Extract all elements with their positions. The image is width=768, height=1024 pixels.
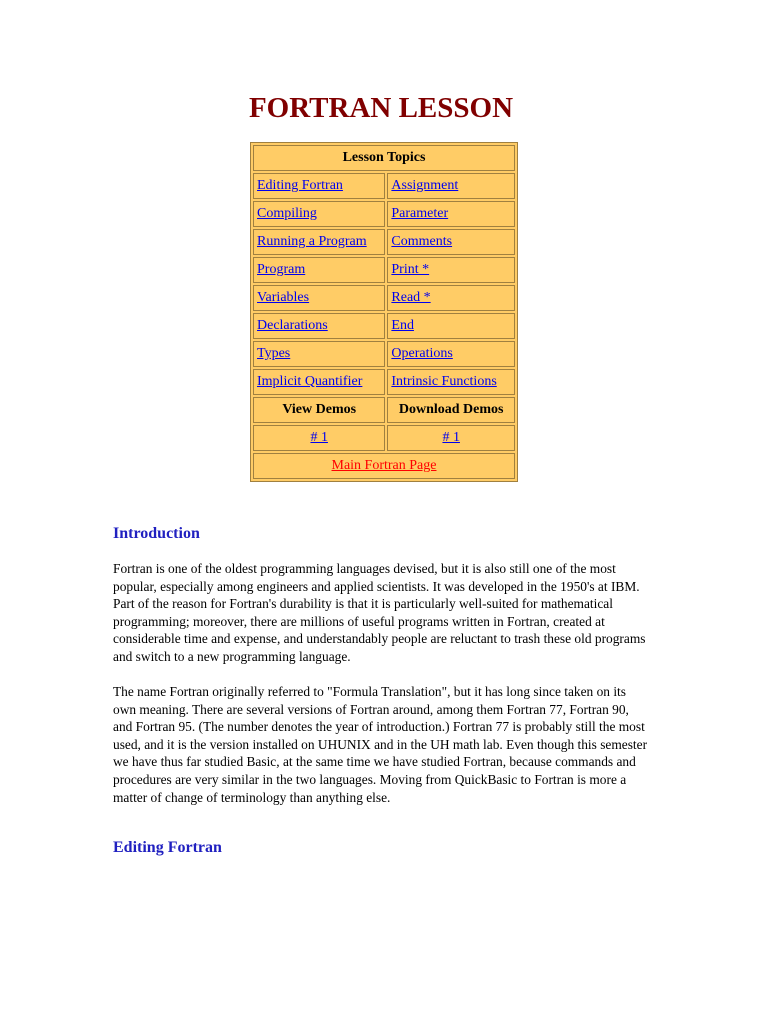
demos-header-row xyxy=(253,397,515,423)
link-end[interactable]: End xyxy=(391,318,414,333)
table-row xyxy=(253,229,515,255)
link-assignment[interactable]: Assignment xyxy=(391,178,459,193)
link-compiling[interactable]: Compiling xyxy=(257,206,317,221)
table-row xyxy=(253,313,515,339)
link-declarations[interactable]: Declarations xyxy=(257,318,328,333)
introduction-paragraph-1: Fortran is one of the oldest programming languages devised, but it is also still one of the most popular, especially among engineers and applied scientists. It was developed in the 1950's at IBM. Part of the reason for Fortran's durability is that it is particularly well-suited for mathematical programming; moreover, there are millions of useful programs written in Fortran, created at considerable time and expense, and understandably people are reluctant to trash these old programs and switch to a new programming language. xyxy=(113,561,646,664)
main-fortran-page-link[interactable]: Main Fortran Page xyxy=(331,458,437,473)
link-operations[interactable]: Operations xyxy=(391,346,453,361)
table-row xyxy=(253,341,515,367)
link-program[interactable]: Program xyxy=(257,262,306,277)
table-row xyxy=(253,201,515,227)
table-row xyxy=(253,369,515,395)
editing-fortran-heading: Editing Fortran xyxy=(113,839,222,856)
table-row xyxy=(253,285,515,311)
link-print[interactable]: Print * xyxy=(391,262,430,277)
table-row xyxy=(253,173,515,199)
view-demos-header: View Demos xyxy=(253,397,385,423)
download-demo-1-link[interactable]: # 1 xyxy=(442,430,460,445)
table-header-row xyxy=(253,145,515,171)
link-variables[interactable]: Variables xyxy=(257,290,310,305)
link-parameter[interactable]: Parameter xyxy=(391,206,449,221)
lesson-topics-header: Lesson Topics xyxy=(253,145,515,171)
link-editing-fortran[interactable]: Editing Fortran xyxy=(257,178,343,193)
table-row xyxy=(253,257,515,283)
introduction-paragraph-2: The name Fortran originally referred to "Formula Translation", but it has long since taken on its own meaning. There are several versions of Fortran around, among them Fortran 77, Fortran 90, and Fortran 95. (The number denotes the year of introduction.) Fortran 77 is probably still the most used, and it is the version installed on UHUNIX and in the UH math lab. Even though this semester we have thus far studied Basic, at the same time we have studied Fortran, because commands and procedures are very similar in the two languages. Moving from QuickBasic to Fortran is more a matter of change of terminology than anything else. xyxy=(113,684,648,805)
demos-links-row xyxy=(253,425,515,451)
introduction-heading: Introduction xyxy=(113,525,200,542)
page-title: FORTRAN LESSON xyxy=(248,92,514,124)
link-intrinsic-functions[interactable]: Intrinsic Functions xyxy=(391,374,497,389)
link-comments[interactable]: Comments xyxy=(391,234,453,249)
link-types[interactable]: Types xyxy=(257,346,291,361)
link-running-a-program[interactable]: Running a Program xyxy=(257,234,367,249)
lesson-topics-table xyxy=(250,142,518,482)
main-page-row xyxy=(253,453,515,479)
link-implicit-quantifier[interactable]: Implicit Quantifier xyxy=(257,374,363,389)
link-read[interactable]: Read * xyxy=(391,290,431,305)
view-demo-1-link[interactable]: # 1 xyxy=(310,430,328,445)
download-demos-header: Download Demos xyxy=(387,397,515,423)
